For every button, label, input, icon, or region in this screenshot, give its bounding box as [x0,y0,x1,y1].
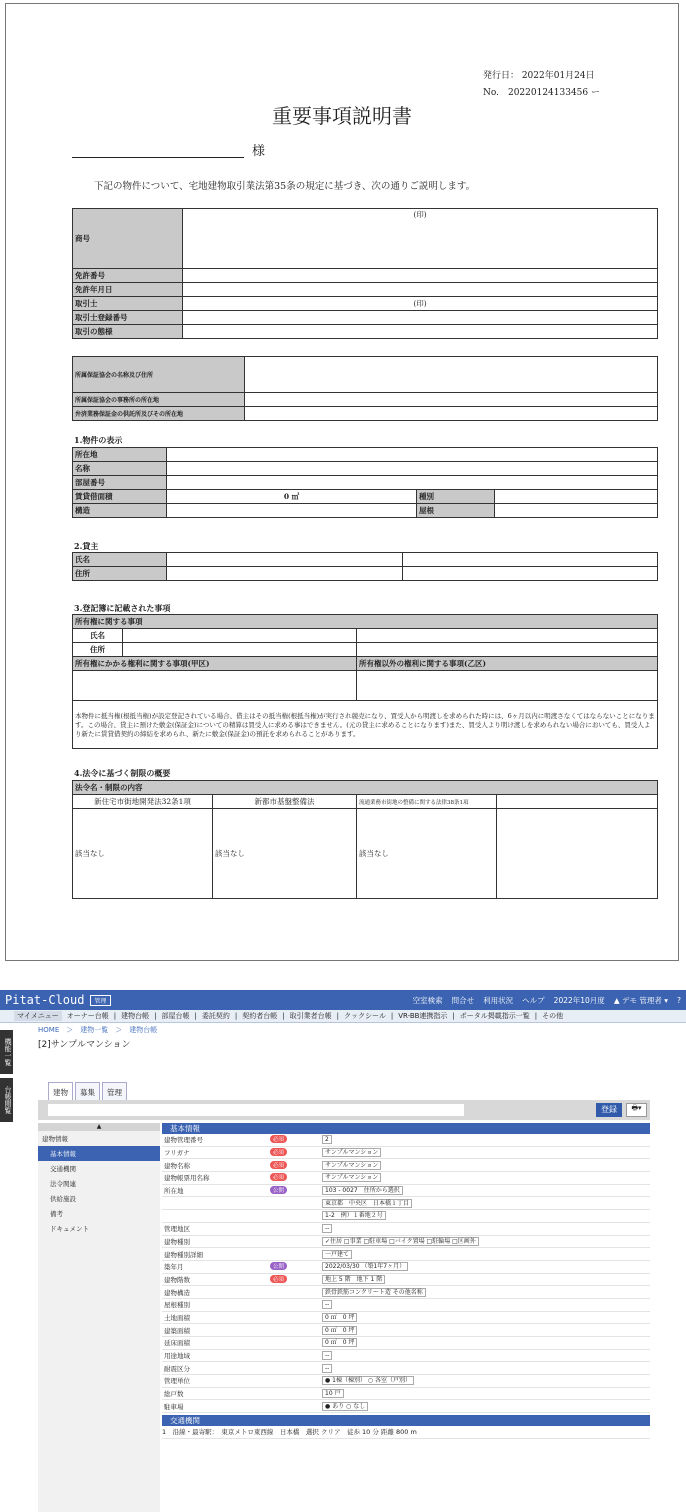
field-label: 建物名称 必須 [162,1161,322,1170]
field-value[interactable]: 2022/03/30 （築1年7ヶ月） [322,1262,408,1271]
field-value[interactable]: 一戸建て [322,1250,352,1259]
required-badge: 公開 [270,1262,287,1270]
recipient-suffix: 様 [252,144,266,159]
menu-item[interactable]: オーナー台帳 [66,1012,109,1020]
tab-manage[interactable]: 管理 [102,1082,127,1103]
menu-item[interactable]: クックシール [343,1012,386,1020]
tab-building[interactable]: 建物 [48,1082,73,1103]
nav-vacancy-search[interactable]: 空室検索 [412,995,443,1005]
field-label: 駐車場 [164,1402,184,1411]
required-badge: 必須 [270,1275,287,1283]
side-item[interactable]: 備考 [50,1210,63,1218]
field-label: 総戸数 [164,1390,184,1399]
form-row [162,1134,650,1147]
field-label: 建物構造 [164,1288,190,1297]
field-value[interactable]: -- [322,1300,332,1309]
form-row [162,1261,650,1274]
form-row [162,1312,650,1325]
field-value[interactable]: サンプルマンション [322,1173,381,1182]
menu-item[interactable]: 部屋台帳 [161,1012,190,1020]
nav-inquiry[interactable]: 問合せ [451,995,475,1005]
toolbar-input[interactable] [48,1104,464,1116]
form-row [162,1324,650,1337]
app-window [0,990,686,1512]
field-label: フリガナ 必須 [162,1148,322,1157]
form-area [162,1123,650,1439]
menu-item[interactable]: ポータル掲載指示一覧 [459,1012,530,1020]
field-value[interactable]: -- [322,1351,332,1360]
field-value[interactable]: ✓住居 □事業 □駐車場 □バイク置場 □駐輪場 □区画外 [322,1237,479,1246]
field-value[interactable]: 鉄骨鉄筋コンクリート造 その他名称 [322,1288,426,1297]
page-title: [2]サンプルマンション [38,1040,131,1050]
field-value[interactable]: ● あり ○ なし [322,1402,368,1411]
field-value[interactable]: 0 ㎡ 0 坪 [322,1326,357,1335]
menu-item[interactable]: 建物台帳 [121,1012,150,1020]
user-menu[interactable]: ▲ デモ 管理者 ▾ [613,995,669,1005]
field-label: 築年月 公開 [162,1262,322,1271]
field-label: 耐震区分 [164,1364,190,1373]
required-badge: 必須 [270,1161,287,1169]
required-badge: 必須 [270,1135,287,1143]
field-label: 建物種別 [164,1237,190,1246]
field-value[interactable]: 東京都 中央区 日本橋１丁目 [322,1199,412,1208]
mode-badge: 管理 [90,995,110,1006]
law-table: 法令名・制限の内容 新住宅市街地開発法32条1項 新都市基盤整備法 流通業務市街地の整備に関する法律38条1項 該当なし 該当なし 該当なし [72,780,658,899]
side-item[interactable]: 法令関連 [50,1180,76,1188]
side-item[interactable]: 建物情報 [42,1135,68,1143]
traffic-header: 交通機関 [162,1415,650,1426]
field-value[interactable]: ● 1棟（棟別） ○ 各室（戸別） [322,1376,414,1385]
field-label: 屋根種別 [164,1301,190,1310]
field-label: 建物管理番号 必須 [162,1135,322,1144]
traffic-row[interactable]: 1 沿線・最寄駅： 東京メトロ東西線 日本橋 選択 クリア 徒歩 10 分 距離 800 m [162,1426,650,1439]
field-value[interactable]: 0 ㎡ 0 坪 [322,1313,357,1322]
form-row [162,1375,650,1388]
menu-item[interactable]: VR-BB連携指示 [398,1012,448,1020]
form-row [162,1172,650,1185]
field-value[interactable]: 10 戸 [322,1389,344,1398]
field-value[interactable]: サンプルマンション [322,1161,381,1170]
period-label[interactable]: 2022年10月度 [553,995,605,1005]
field-label: 土地面積 [164,1313,190,1322]
help-icon[interactable]: ? [677,995,681,1005]
print-button[interactable]: 🖶▾ [626,1103,647,1117]
field-value[interactable]: -- [322,1364,332,1373]
field-label: 建築面積 [164,1326,190,1335]
required-badge: 必須 [270,1148,287,1156]
field-label: 管理単位 [164,1377,190,1386]
side-item[interactable]: 基本情報 [38,1146,160,1161]
field-label: 用途地域 [164,1352,190,1361]
app-logo[interactable]: Pitat-Cloud [5,993,85,1007]
toolbar [38,1100,650,1120]
form-row [162,1337,650,1350]
landlord-table: 氏名 住所 [72,552,658,581]
required-badge: 必須 [270,1173,287,1181]
register-button[interactable]: 登録 [596,1103,622,1117]
property-table: 所在地 名称 部屋番号 賃貸借面積 0 ㎡ 種別 構造 屋根 [72,447,658,518]
doc-title: 重要事項説明書 [272,104,412,128]
field-label: 建物帳票用名称 必須 [162,1173,322,1182]
form-row [162,1210,650,1223]
form-row [162,1185,650,1198]
form-row [162,1223,650,1236]
nav-help[interactable]: ヘルプ [522,995,545,1005]
form-row [162,1236,650,1249]
recipient-line [72,144,244,158]
menu-item[interactable]: 契約者台帳 [242,1012,278,1020]
issue-info: 発行日： 2022年01月24日 No. 20220124133456 ー [482,71,600,98]
collapse-up-icon[interactable]: ▲ [38,1123,160,1131]
company-table: 商号 (印) 免許番号 免許年月日 取引士 (印) 取引士登録番号 取引の態様 [72,208,658,339]
required-badge: 公開 [270,1186,287,1194]
field-value[interactable]: 2 [322,1135,332,1144]
form-row [162,1286,650,1299]
form-row [162,1400,650,1413]
form-row [162,1248,650,1261]
nav-usage[interactable]: 利用状況 [483,995,514,1005]
top-bar [0,990,686,1010]
guarantee-table: 所属保証協会の名称及び住所 所属保証協会の事務所の所在地 弁済業務保証金の供託所及びその所在地 [72,356,658,421]
menu-item[interactable]: その他 [542,1012,564,1020]
menu-item[interactable]: マイメニュー [14,1011,62,1021]
main-menu: マイメニュー オーナー台帳 | 建物台帳 | 部屋台帳 | 委託契約 | 契約者台帳 | 取引業者台帳 | クックシール | VR-BB連携指示 | ポータル掲載指示一覧 | その他 [0,1010,686,1023]
field-label: 延床面積 [164,1339,190,1348]
field-label: 建物階数 必須 [162,1275,322,1284]
form-row [162,1159,650,1172]
side-item[interactable]: ドキュメント [50,1225,89,1233]
form-row [162,1350,650,1363]
field-value[interactable]: -- [322,1224,332,1233]
section-header: 基本情報 [162,1123,650,1134]
field-value[interactable]: サンプルマンション [322,1148,381,1157]
field-value[interactable]: 0 ㎡ 0 坪 [322,1338,357,1347]
tab-recruit[interactable]: 募集 [75,1082,100,1103]
registry-table: 所有権に関する事項 氏名 住所 所有権にかかる権利に関する事項(甲区) 所有権以外の権利に関する事項(乙区) 本物件に抵当権(根抵当権)が設定登記されている場合、借主はその抵当権(根抵当権)が実行され競売になり、買受人から明渡しを求められた時には、6ヶ月以内に明渡さなくてはならないことになります。この場合、貸主に預けた敷金(保証金)についての精算は買受人に求める事はできません。(元の貸主に求めることになります)また、買受人より明け渡しを求められない場合においても、買受人より新たに賃貸借契約の締結を求められ、新たに敷金(保証金)の預託を求められることがあります。 [72,614,658,749]
field-label: 建物種別詳細 [164,1250,203,1259]
intro-text: 下記の物件について、宅地建物取引業法第35条の規定に基づき、次の通りご説明します。 [94,181,476,192]
field-value[interactable]: 1-2 例）１番地２号 [322,1211,386,1220]
document-page: 発行日： 2022年01月24日 No. 20220124133456 ー 重要事項説明書 様 下記の物件について、宅地建物取引業法第35条の規定に基づき、次の通りご説明します。 商号 (印) 免許番号 免許年月日 取引士 (印) 取引士登録番号 取引の態様 所属保証協会の名称及び住所 所属保証協会の事務所の所在地 弁済業務保証金の供託所及びその所在地 1.物件の表示 所在地 名称 部屋番号 賃貸借面積 0 ㎡ 種別 構造 屋根 2.貸主 氏名 住所 3.登記簿に記載された事項 所有権に関する事項 氏名 住所 所有権にかかる権利に関する事項(甲区) 所有権以外の権利に関する事項(乙区) 本物件に抵当権(根抵当権)が設定登記されている場合、借主はその抵当権(根抵当権)が実行され競売になり、買受人から明渡しを求められた時には、6ヶ月以内に明渡さなくてはならないことになります。この場合、貸主に預けた敷金(保証金)についての精算は買受人に求める事はできません。(元の貸主に求めることになります)また、買受人より明け渡しを求められない場合においても、買受人より新たに賃貸借契約の締結を求められ、新たに敷金(保証金)の預託を求められることがあります。 4.法令に基づく制限の概要 法令名・制限の内容 新住宅市街地開発法32条1項 新都市基盤整備法 流通業務市街地の整備に関する法律38条1項 該当なし 該当なし 該当なし [5,3,679,961]
field-label: 所在地 公開 [162,1186,322,1195]
form-row [162,1299,650,1312]
form-row [162,1362,650,1375]
form-row [162,1388,650,1401]
field-value[interactable]: 地上 5 階 地下 1 階 [322,1275,385,1284]
left-tab-functions[interactable]: 機能一覧 [0,1030,13,1074]
left-tab-ledger[interactable]: 台帳閲覧 [0,1078,13,1122]
field-label: 管理地区 [164,1225,190,1234]
form-row [162,1274,650,1287]
side-item[interactable]: 交通機関 [50,1165,76,1173]
form-row [162,1147,650,1160]
breadcrumb[interactable]: HOME ＞ 建物一覧 ＞ 建物台帳 [38,1026,158,1034]
menu-item[interactable]: 委託契約 [201,1012,230,1020]
menu-item[interactable]: 取引業者台帳 [289,1012,332,1020]
field-value[interactable]: 103 - 0027 住所から選択 [322,1186,403,1195]
form-row [162,1197,650,1210]
side-menu [38,1123,160,1512]
side-item[interactable]: 供給施設 [50,1195,76,1203]
